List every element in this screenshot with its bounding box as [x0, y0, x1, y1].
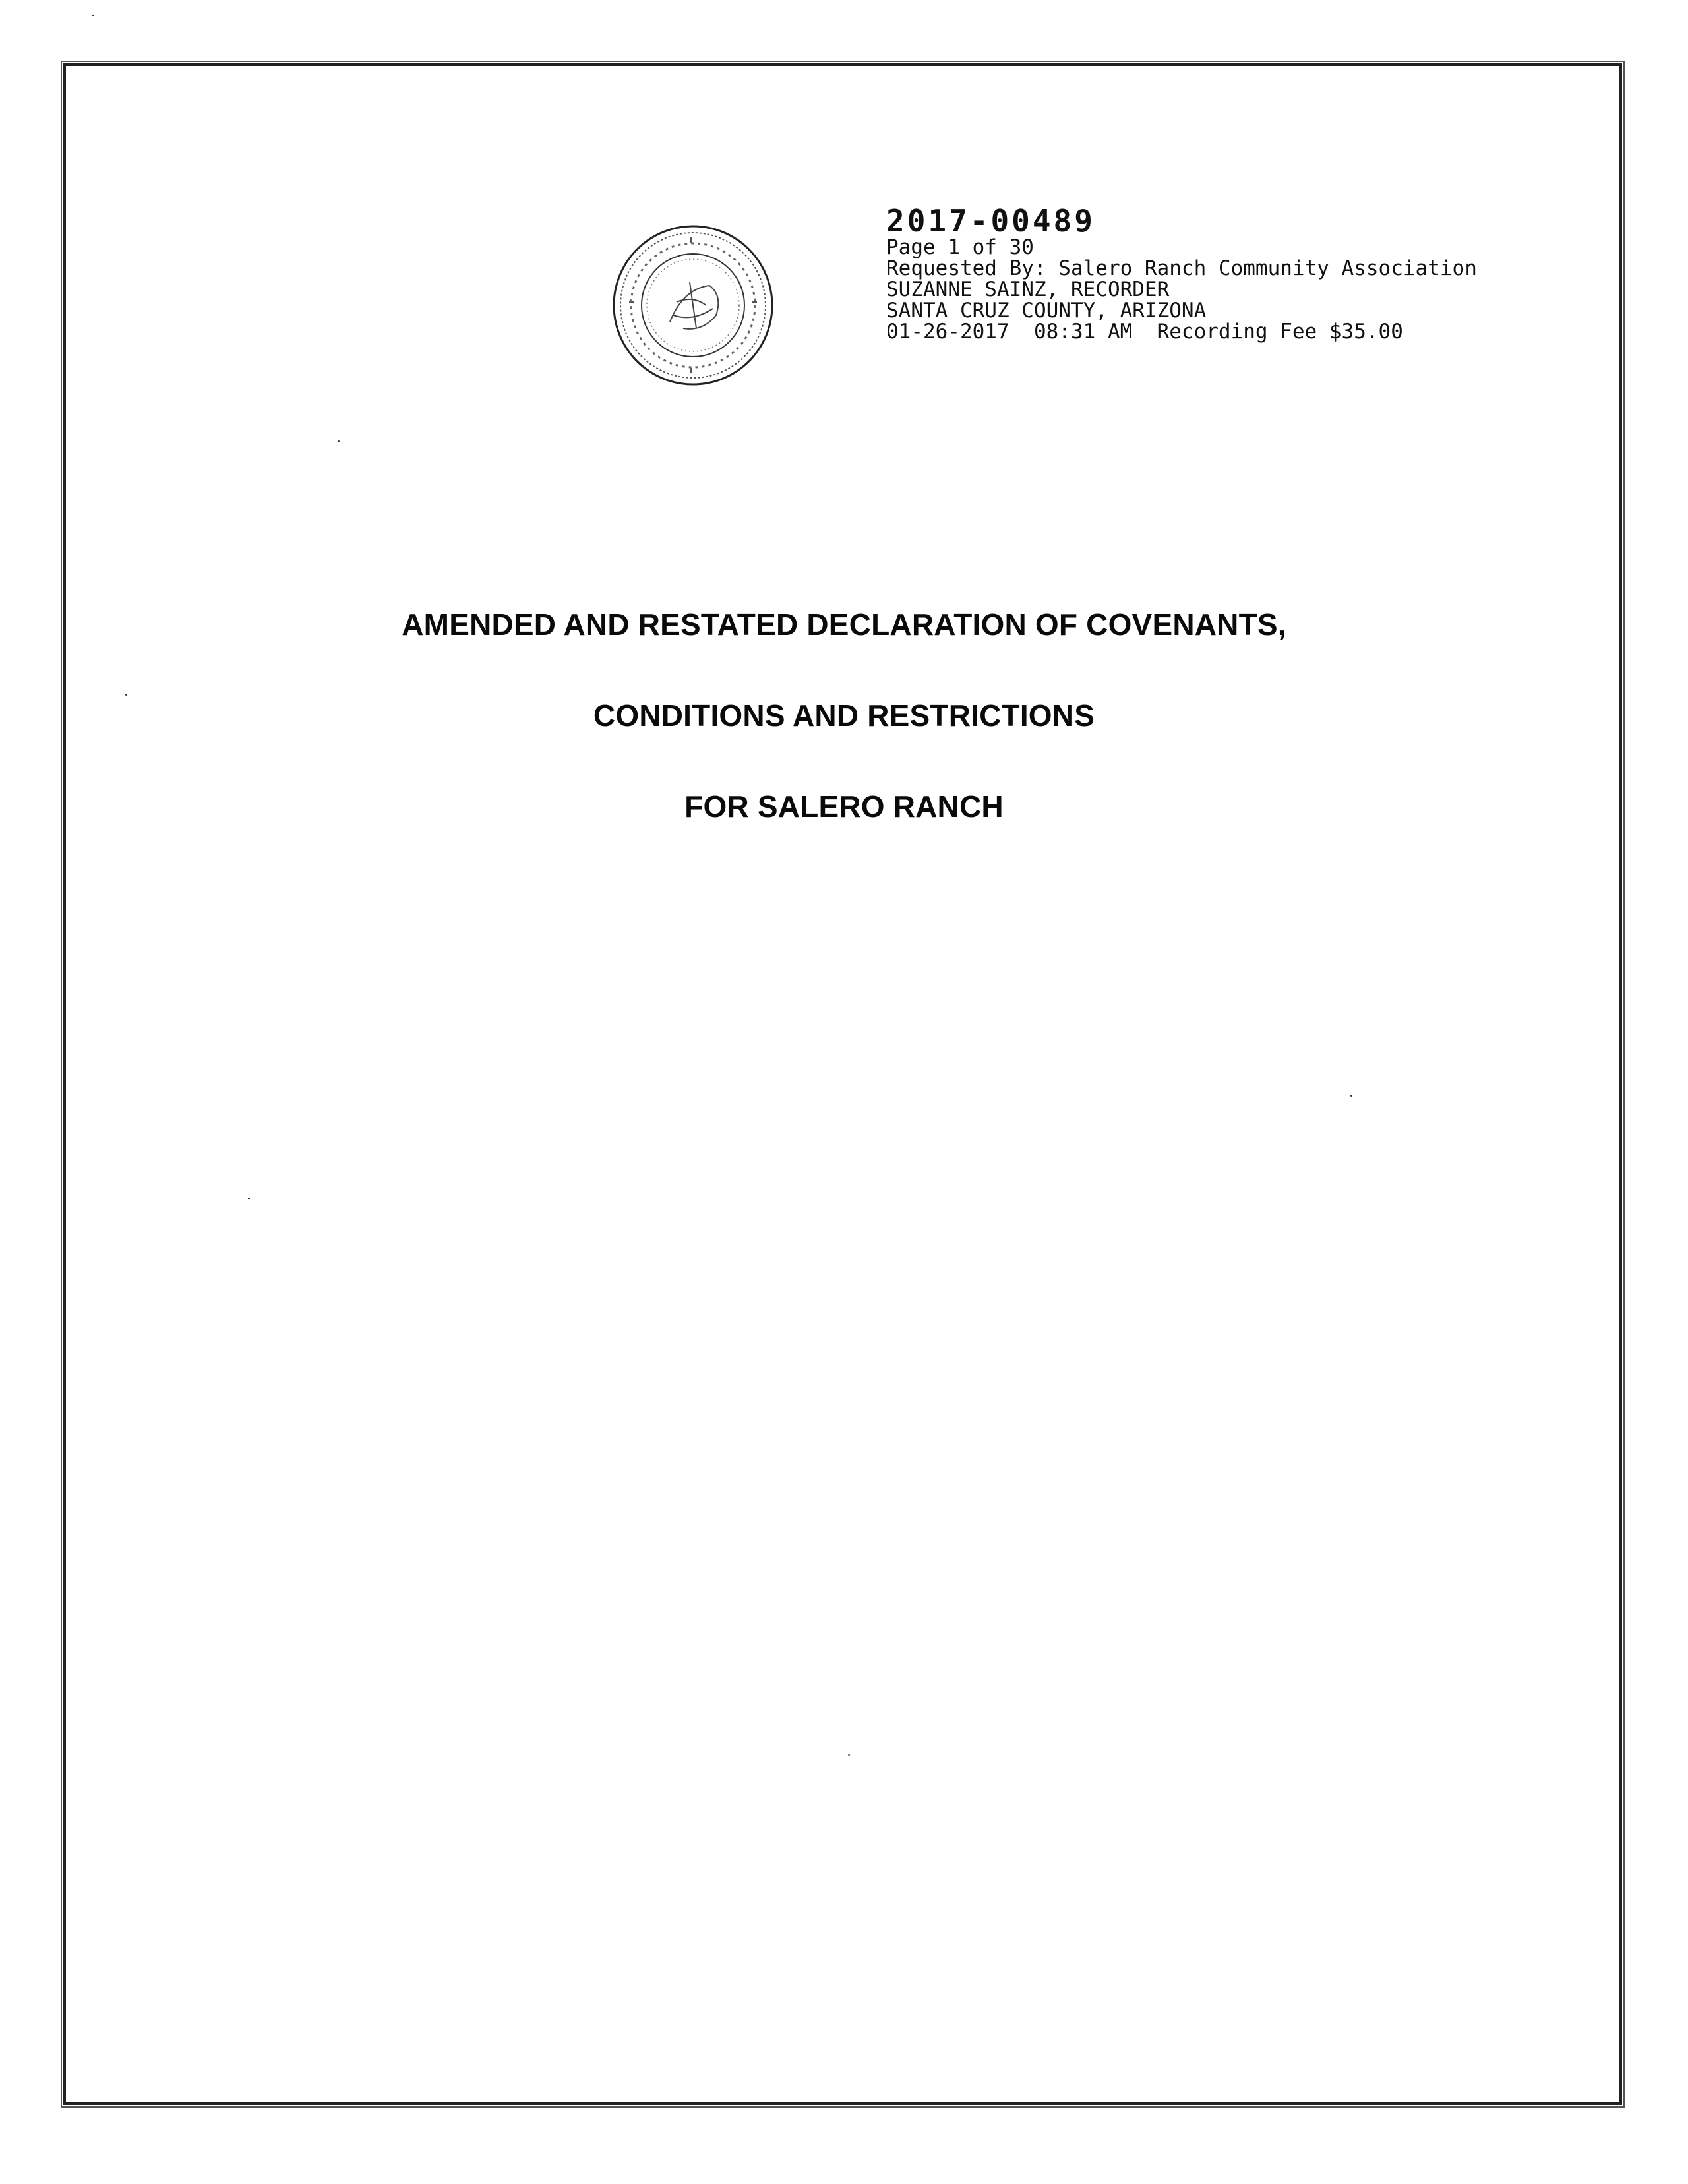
county-seal-icon	[611, 223, 775, 388]
county-name: SANTA CRUZ COUNTY, ARIZONA	[886, 299, 1207, 322]
recording-stamp	[886, 203, 1477, 344]
scan-speck	[1350, 1095, 1352, 1097]
page-border	[63, 63, 1622, 2105]
scan-speck	[125, 694, 127, 696]
scan-speck	[338, 440, 340, 442]
title-line-1: AMENDED AND RESTATED DECLARATION OF COVENANTS,	[402, 607, 1286, 642]
title-line-2: CONDITIONS AND RESTRICTIONS	[593, 698, 1095, 733]
recording-date-fee: 01-26-2017 08:31 AM Recording Fee $35.00	[886, 320, 1403, 344]
scan-speck	[92, 15, 94, 16]
scan-speck	[248, 1198, 250, 1199]
document-number: 2017-00489	[886, 203, 1095, 239]
page-info: Page 1 of 30	[886, 235, 1034, 259]
requested-by: Requested By: Salero Ranch Community Association	[886, 257, 1477, 280]
scan-speck	[848, 1754, 850, 1756]
recorder-name: SUZANNE SAINZ, RECORDER	[886, 278, 1170, 301]
title-line-3: FOR SALERO RANCH	[684, 789, 1004, 824]
